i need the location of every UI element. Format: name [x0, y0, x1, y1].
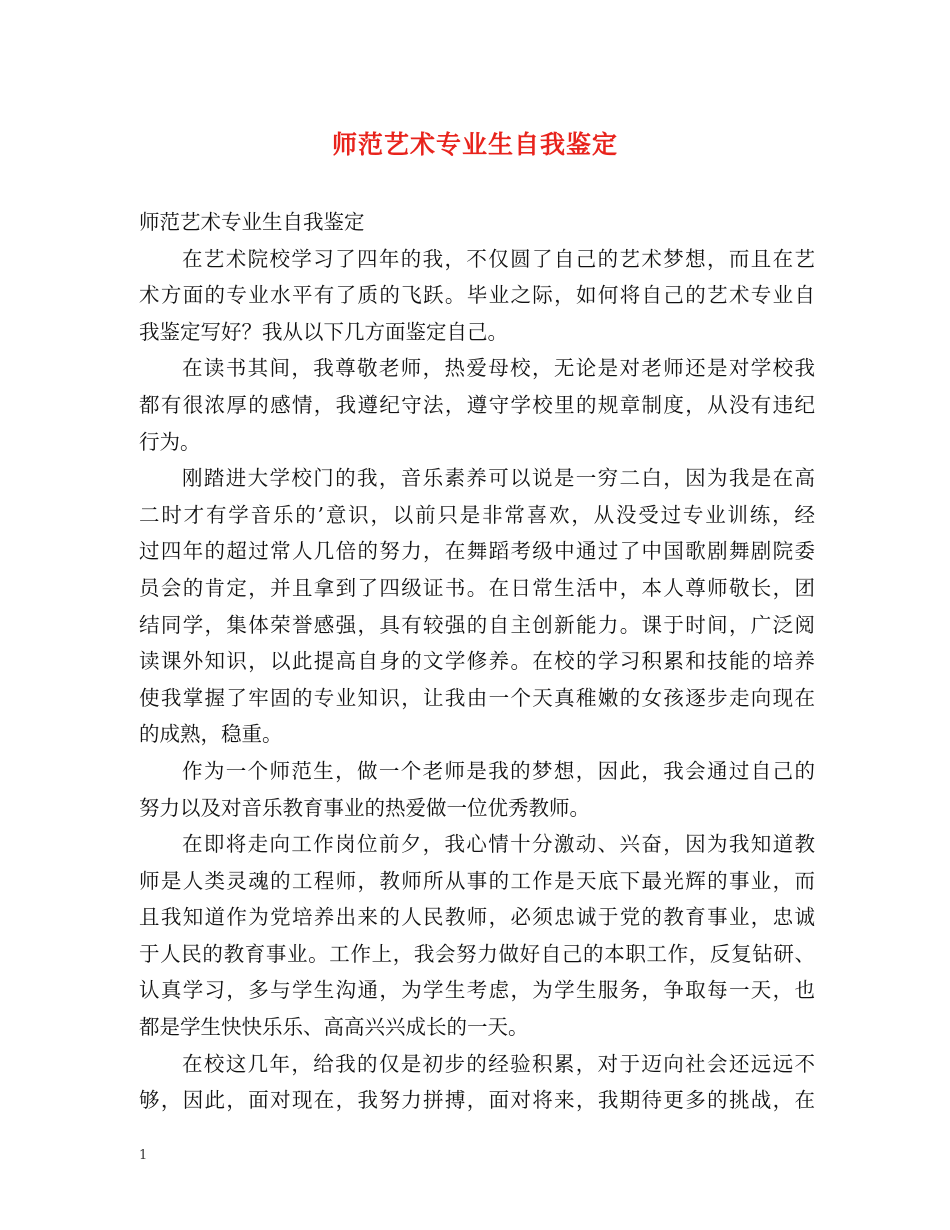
body-line: 刚踏进大学校门的我，音乐素养可以说是一穷二白，因为我是在高	[182, 466, 815, 491]
body-line: 行为。	[139, 429, 201, 454]
body-line: 在即将走向工作岗位前夕，我心情十分激动、兴奋，因为我知道教	[182, 832, 815, 857]
body-line: 师范艺术专业生自我鉴定	[139, 210, 365, 234]
body-line: 结同学，集体荣誉感强，具有较强的自主创新能力。课于时间，广泛阅	[139, 612, 815, 637]
body-line: 在校这几年，给我的仅是初步的经验积累，对于迈向社会还远远不	[182, 1051, 815, 1076]
body-line: 师是人类灵魂的工程师，教师所从事的工作是天底下最光辉的事业，而	[139, 868, 815, 893]
body-line: 二时才有学音乐的’意识，以前只是非常喜欢，从没受过专业训练，经	[139, 502, 815, 527]
body-line: 作为一个师范生，做一个老师是我的梦想，因此，我会通过自己的	[182, 758, 815, 783]
body-line: 读课外知识，以此提高自身的文学修养。在校的学习积累和技能的培养	[139, 649, 815, 674]
body-line: 员会的肯定，并且拿到了四级证书。在日常生活中，本人尊师敬长，团	[139, 575, 815, 600]
page-number: 1	[139, 1148, 148, 1163]
body-line: 且我知道作为党培养出来的人民教师，必须忠诚于党的教育事业，忠诚	[139, 905, 815, 930]
body-line: 使我掌握了牢固的专业知识，让我由一个天真稚嫩的女孩逐步走向现在	[139, 685, 815, 710]
body-line: 都有很浓厚的感情，我遵纪守法，遵守学校里的规章制度，从没有违纪	[139, 392, 815, 417]
body-line: 在读书其间，我尊敬老师，热爱母校，无论是对老师还是对学校我	[182, 356, 815, 381]
body-line: 努力以及对音乐教育事业的热爱做一位优秀教师。	[139, 795, 590, 820]
body-line: 都是学生快快乐乐、高高兴兴成长的一天。	[139, 1015, 529, 1040]
body-line: 术方面的专业水平有了质的飞跃。毕业之际，如何将自己的艺术专业自	[139, 283, 815, 308]
body-line: 的成熟，稳重。	[139, 722, 283, 747]
body-line: 够，因此，面对现在，我努力拼搏，面对将来，我期待更多的挑战，在	[139, 1088, 815, 1113]
body-line: 在艺术院校学习了四年的我，不仅圆了自己的艺术梦想，而且在艺	[182, 246, 815, 271]
body-line: 于人民的教育事业。工作上，我会努力做好自己的本职工作，反复钻研、	[139, 941, 815, 966]
document-title: 师范艺术专业生自我鉴定	[331, 130, 618, 159]
document-body	[139, 204, 815, 1119]
body-line: 我鉴定写好？我从以下几方面鉴定自己。	[139, 319, 508, 344]
body-line: 过四年的超过常人几倍的努力，在舞蹈考级中通过了中国歌剧舞剧院委	[139, 539, 815, 564]
body-line: 认真学习，多与学生沟通，为学生考虑，为学生服务，争取每一天，也	[139, 978, 815, 1003]
